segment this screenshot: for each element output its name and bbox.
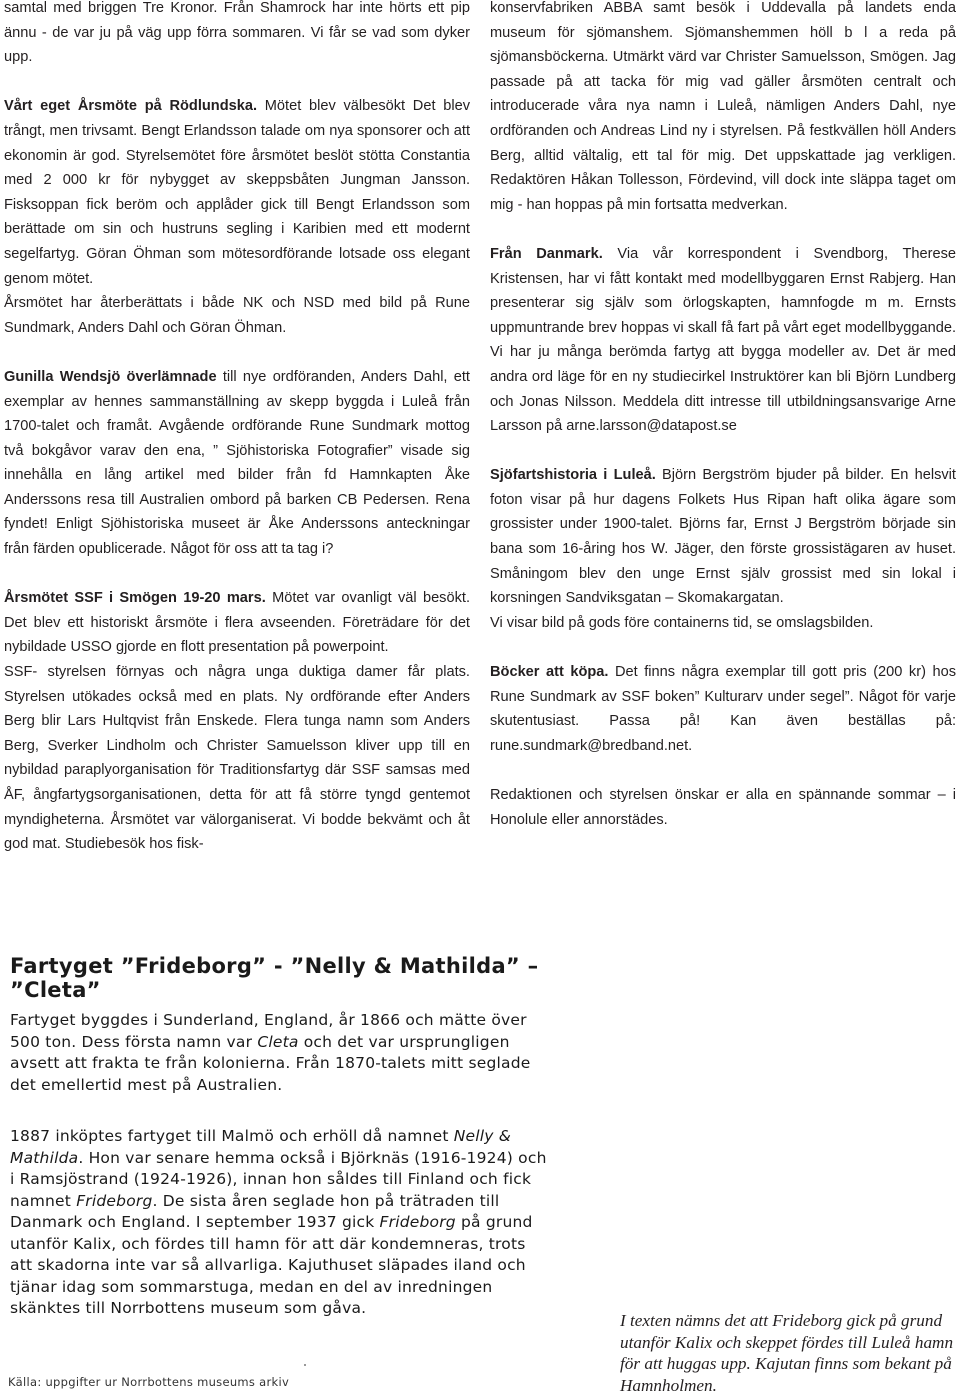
ship-box-p2-text-b: . Hon var senare hemma också i Björknäs (1916-1924) och i Ramsjöstrand (1924-1926), innan hon såldes till Finland och fick namnet xyxy=(10,1148,547,1210)
paragraph-abba: konservfabriken ABBA samt besök i Uddevalla på landets enda museum för sjömanshem. Sjömanshemmen höll b l a reda på sjömansböckerna. Utmärkt värd var Christer Samuelsson, Smögen. Jag passade på att tacka för mig vad gäller årsmöten centralt och introducerade våra nya namn i Luleå, nämligen Anders Dahl, nye ordföranden och Andreas Lind ny i styrelsen. På festkvällen höll Anders Berg, alltid vältalig, ett tal för mig. Det uppskattade jag verkligen. Redaktören Håkan Tollesson, Fördevind, vill dock inte släppa taget om mig - han hoppas på min fortsatta medverkan. xyxy=(490,0,956,213)
body-sjofartshistoria: Björn Bergström bjuder på bilder. En helsvit foton visar på hur dagens Folkets Hus Ripan haft olika ägare som grossister under 1900-talet. Björns far, Ernst J Bergström började sin bana som 16-åring hos W. Jäger, den förste grossistägaren av huset. Småningom blev den unge Ernst själv grossist med sin lokal i korsningen Sandviksgatan – Skomakargatan. xyxy=(490,467,956,607)
heading-smogen: Årsmötet SSF i Smögen 19-20 mars. xyxy=(4,590,266,607)
heading-danmark: Från Danmark. xyxy=(490,245,603,262)
heading-rodlundska: Vårt eget Årsmöte på Rödlundska. xyxy=(4,98,258,115)
paragraph-gunilla xyxy=(4,365,470,562)
ship-box-p2-text-c: . De sista åren seglade hon på trätraden till Danmark och England. I september 1937 gick xyxy=(10,1191,500,1231)
body-rodlundska: Mötet blev välbesökt Det blev trångt, men trivsamt. Bengt Erlandsson talade om nya sponsorer och att ekonomin är god. Styrelsemötet före årsmötet beslöt stötta Constantia med 2 000 kr för nybygget av skeppsbåten Jungman Jansson. Fisksoppan fick beröm och applåder gick till Bengt Erlandsson som berättade om sin och hustruns segling i Karibien med ett modernt segelfartyg. Göran Öhman som mötesordförande lotsade oss elegant genom mötet. xyxy=(4,98,470,287)
stray-dot xyxy=(304,1364,306,1366)
paragraph-redaktionen: Redaktionen och styrelsen önskar er alla en spännande sommar – i Honolule eller annorstädes. xyxy=(490,787,956,828)
ship-name-frideborg-2: Frideborg xyxy=(379,1213,456,1231)
body-gunilla: till nye ordföranden, Anders Dahl, ett exemplar av hennes sammanställning av skepp byggda i Luleå från 1700-talet och framåt. Avgående ordförande Rune Sundmark mottog två bokgåvor varav den ena, ” Sjöhistoriska Fotografier” visade sig innehålla en lång artikel med bilder från fd Hamnkapten Åke Anderssons resa till Australien ombord på barken CB Pedersen. Rena fyndet! Enligt Sjöhistoriska museet är Åke Anderssons anteckningar från färden opublicerade. Något för oss att ta tag i? xyxy=(4,368,470,558)
caption-frideborg: I texten nämns det att Frideborg gick på grund utanför Kalix och skeppet fördes till Luleå hamn för att huggas upp. Kajutan finns som bekant på Hamnholmen. xyxy=(620,1311,954,1395)
paragraph-rodlundska xyxy=(4,94,470,291)
paragraph-bocker xyxy=(490,660,956,758)
right-column xyxy=(490,0,956,857)
ship-box-p1-text-a: Fartyget byggdes i Sunderland, England, år 1866 och mätte över 500 ton. Dess första namn var xyxy=(10,1011,527,1051)
body-smogen: Mötet var ovanligt väl besökt. Det blev ett historiskt årsmöte i flera avseenden. Företrädare för det nybildade USSO gjorde en flott presentation på powerpoint. xyxy=(4,590,470,656)
paragraph-danmark xyxy=(490,242,956,439)
ship-history-box xyxy=(8,954,568,1392)
paragraph-ssf-styrelsen: SSF- styrelsen förnyas och några unga duktiga damer får plats. Styrelsen utökades också med en plats. Ny ordförande efter Anders Berg blir Lars Hultqvist från Enskede. Flera tunga namn som Anders Berg, Sverker Lindholm och Christer Samuelsson kliver upp till en nybildad paraplyorganisation för Traditionsfartyg där SSF samsas med ÅF, ångfartygsorganisationen, detta för att få större tyngd gentemot myndigheterna. Årsmötet var välorganiserat. Vi bodde bekvämt och åt god mat. Studiebesök hos fisk- xyxy=(4,664,470,853)
left-column xyxy=(4,0,470,857)
ship-box-p2-text-d: på grund utanför Kalix, och fördes till hamn för att där kondemneras, trots att skadorna inte var så allvarliga. Kajuthuset släpades iland och tjänar idag som sommarstuga, medan en del av inredningen skänktes till Norrbottens museum som gåva. xyxy=(10,1213,533,1317)
paragraph-sjofartshistoria xyxy=(490,463,956,611)
heading-bocker: Böcker att köpa. xyxy=(490,664,609,681)
ship-box-paragraph-1 xyxy=(10,1010,550,1096)
ship-box-title: Fartyget ”Frideborg” - ”Nelly & Mathilda” – ”Cleta” xyxy=(10,954,539,1002)
ship-box-paragraph-2 xyxy=(10,1126,550,1320)
ship-name-nelly-mathilda: Nelly & Mathilda xyxy=(10,1127,512,1167)
ship-name-cleta: Cleta xyxy=(257,1032,299,1051)
ship-name-frideborg-1: Frideborg xyxy=(76,1191,153,1210)
ship-box-p2-text-a: 1887 inköptes fartyget till Malmö och erhöll då namnet xyxy=(10,1127,454,1145)
paragraph-shamrock: samtal med briggen Tre Kronor. Från Shamrock har inte hörts ett pip ännu - de var ju på väg upp förra sommaren. Vi får se vad som dyker upp. xyxy=(4,0,470,66)
body-bocker: Det finns några exemplar till gott pris (200 kr) hos Rune Sundmark av SSF boken” Kulturarv under segel”. Något för varje skutentusiast. Passa på! Kan även beställas på: rune.sundmark@bredband.net. xyxy=(490,664,956,754)
heading-sjofartshistoria: Sjöfartshistoria i Luleå. xyxy=(490,467,656,484)
ship-box-p1-text-b: och det var ursprungligen avsett att frakta te från kolonierna. Från 1870-talets mitt seglade det emellertid mest på Australien. xyxy=(10,1032,531,1094)
ship-box-source: Källa: uppgifter ur Norrbottens museums arkiv xyxy=(8,1375,290,1389)
paragraph-smogen xyxy=(4,586,470,660)
heading-gunilla: Gunilla Wendsjö överlämnade xyxy=(4,368,217,385)
paragraph-nk-nsd: Årsmötet har återberättats i både NK och NSD med bild på Rune Sundmark, Anders Dahl och Göran Öhman. xyxy=(4,295,470,336)
paragraph-omslagsbilden: Vi visar bild på gods före containerns tid, se omslagsbilden. xyxy=(490,614,874,631)
body-danmark: Via vår korrespondent i Svendborg, Therese Kristensen, har vi fått kontakt med modellbyggaren Ernst Rabjerg. Han presenterar sig själv som örlogskapten, hamnfogde m m. Ernsts uppmuntrande brev hoppas vi skall få fart på vårt eget modellbyggande. Vi har ju många berömda fartyg att bygga modeller av. Det är med andra ord läge för en ny studiecirkel Instruktörer kan bli Björn Lundberg och Jonas Nilsson. Meddela ditt intresse till utbildningsansvarige Arne Larsson på arne.larsson@datapost.se xyxy=(490,245,956,435)
